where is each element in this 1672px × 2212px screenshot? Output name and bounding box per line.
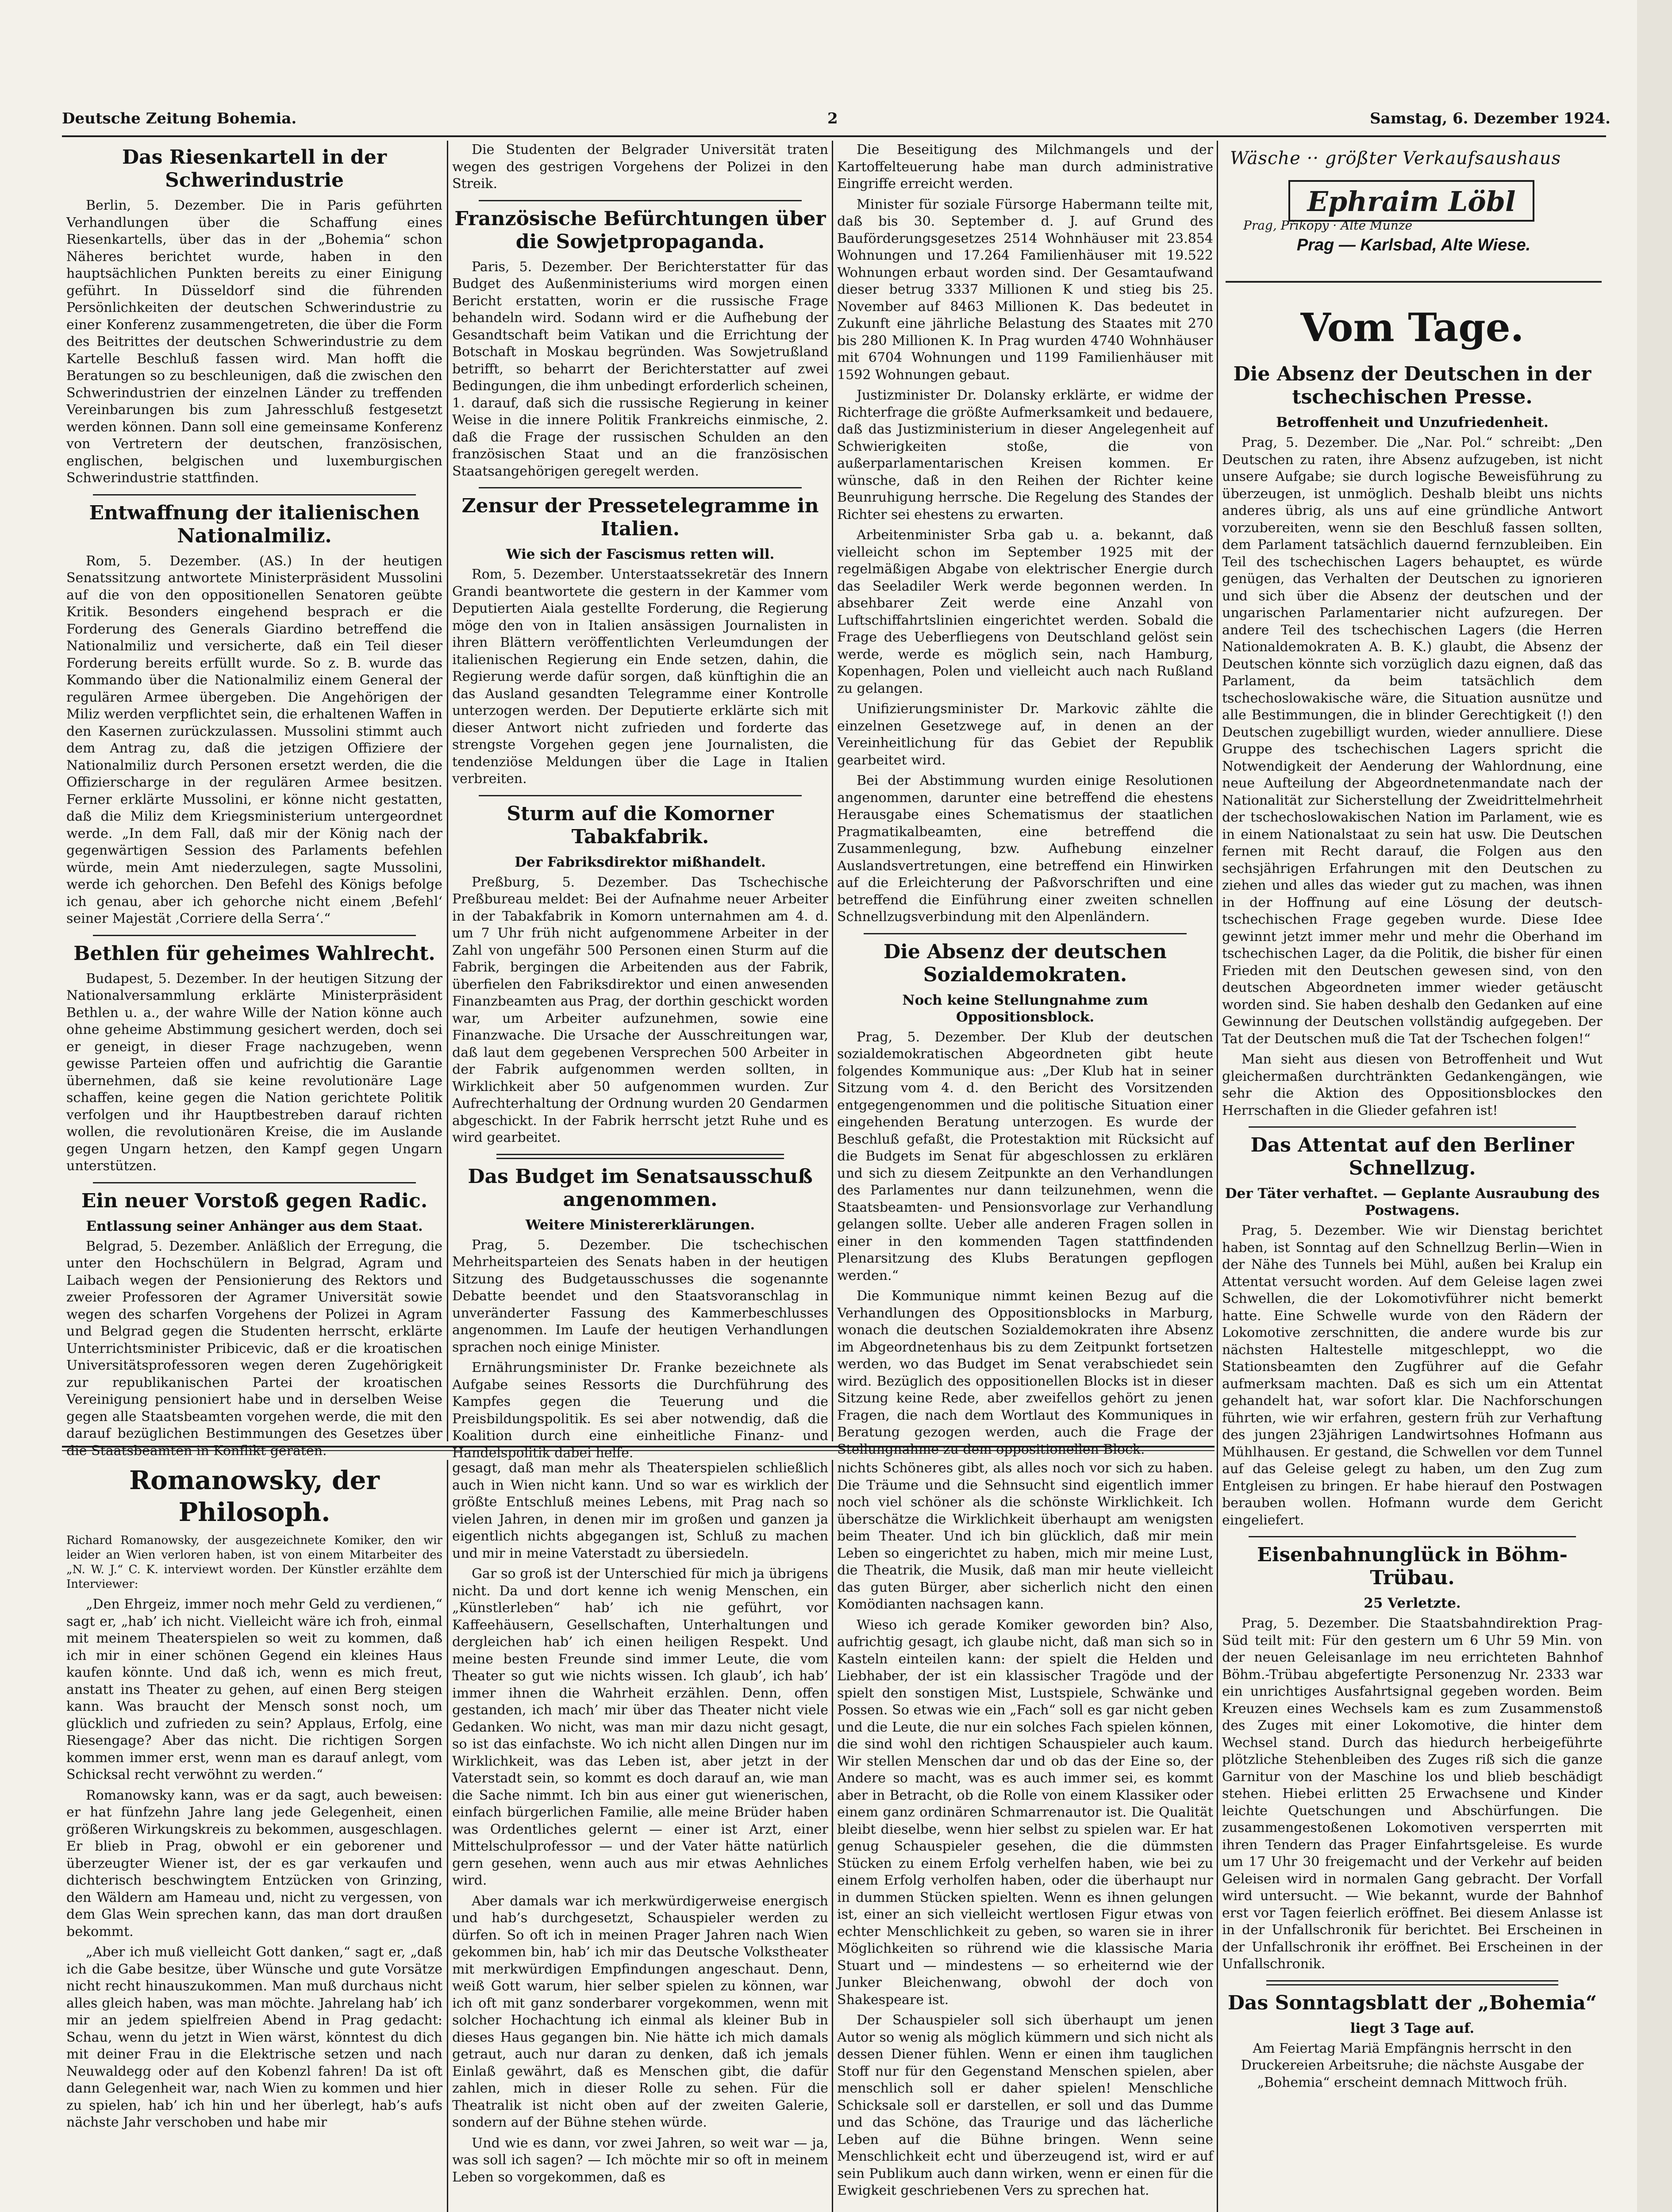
article-text: Man sieht aus diesen von Betroffenheit und Wut gleichermaßen durchtränkten Gedankengängen, wie sehr die Aktion des Oppositionsblockes den Herrschaften in die Glieder gefahren ist! <box>1222 1052 1603 1118</box>
header-date: Samstag, 6. Dezember 1924. <box>1370 110 1611 127</box>
header-page-number: 2 <box>827 110 838 127</box>
column-divider <box>832 141 833 1441</box>
separator <box>1249 1126 1576 1128</box>
section-title-vom-tage: Vom Tage. <box>1300 304 1524 350</box>
article-text: Die Kommunique nimmt keinen Bezug auf die Verhandlungen des Oppositionsblocks in Marburg, wonach die deutschen Sozialdemokraten ihre Absenz im Abgeordnetenhaus bis zu dem Zeitpunkt fortsetzen werden, wo das Budget im Senat verabschiedet sein wird. Bezüglich des oppositionellen Blocks ist in dieser Sitzung keine Rede, aber zweifellos gehört zu jenen Fragen, die nach dem Wortlaut des Kommuniques in Beratung gezogen werden, auch die Frage der Stellungnahme zu dem oppositionellen Block. <box>837 1288 1213 1457</box>
page-margin <box>1637 0 1672 2212</box>
article-text: Bei der Abstimmung wurden einige Resolutionen angenommen, darunter eine betreffend die ehestens Herausgabe eines Schematismus der staatlichen Pragmatikalbeamten, eine betreffend die Zusammenlegung, bzw. Aufhebung einzelner Auslandsvertretungen, eine betreffend ein Hinwirken auf die Erleichterung der Paßvorschriften und eine betreffend die Einführung einer zweiten schnellen Schnellzugsverbindung mit den Alpenländern. <box>837 773 1213 925</box>
feuilleton-intro: Richard Romanowsky, der ausgezeichnete Komiker, den wir leider an Wien verloren haben, ist von einem Mitarbeiter des „N. W. J.“ C. K. interviewt worden. Der Künstler erzählte dem Interviewer: <box>66 1534 442 1591</box>
feuilleton-text: „Aber ich muß vielleicht Gott danken,“ sagt er, „daß ich die Gabe besitze, über Wünsche und gute Vorsätze nicht recht hinauszukommen. Man muß durchaus nicht alles gleich haben, was man möchte. Jahrelang hab’ ich mir an jedem spielfreien Abend in Prag gedacht: Schau, wenn du jetzt in Wien wärst, könntest du dich mit deiner Frau in die Elektrische setzen und nach Neuwaldegg oder auf den Kobenzl fahren! Da ist oft dann Gelegenheit war, nach Wien zu kommen und hier zu spielen, hab’ ich hin und her überlegt, hab’s aufs nächste Jahr verschoben und habe mir <box>66 1944 442 2130</box>
column-3 <box>837 142 1213 1457</box>
subheadline: Der Fabriksdirektor mißhandelt. <box>515 854 766 870</box>
article-text: Rom, 5. Dezember. (AS.) In der heutigen Senatssitzung antwortete Ministerpräsident Mussolini auf die von den oppositionellen Senatoren geübte Kritik. Besonders eingehend besprach er die Forderung des Generals Giardino betreffend die Nationalmiliz und versicherte, daß ein Teil dieser Forderung bereits erfüllt wurde. So z. B. wurde das Kommando über die Nationalmiliz einem General der regulären Armee übergeben. Die Angehörigen der Miliz werden verpflichtet sein, die erhaltenen Waffen in den Kasernen zurückzulassen. Mussolini stimmt auch dem Antrag zu, daß die jetzigen Offiziere der Nationalmiliz durch Personen ersetzt werden, die die Offizierscharge in der regulären Armee besitzen. Ferner erklärte Mussolini, er könne nicht gestatten, daß die Miliz dem Kriegsministerium untergeordnet werde. „In dem Fall, daß mir der König nach der gegenwärtigen Session des Parlaments befehlen würde, mein Amt niederzulegen, sagte Mussolini, werde ich gehorchen. Den Befehl des Königs befolge ich genau, aber ich gehorche nicht einem ‚Befehl‘ seiner Majestät ‚Corriere della Serra‘.“ <box>66 553 442 926</box>
feuilleton-text: gesagt, daß man mehr als Theaterspielen schließlich auch in Wien nicht kann. Und so war es wirklich der größte Entschluß meines Lebens, mit Prag nach so vielen Jahren, in denen mir im großen und ganzen ja eigentlich nichts abgegangen ist, Schluß zu machen und mir in meine Vaterstadt zu übersiedeln. <box>452 1460 828 1561</box>
article-text: Am Feiertag Mariä Empfängnis herrscht in den Druckereien Arbeitsruhe; die nächste Ausgabe der „Bohemia“ erscheint demnach Mittwoch früh. <box>1241 2040 1584 2090</box>
separator <box>479 200 802 201</box>
article-text: Berlin, 5. Dezember. Die in Paris geführten Verhandlungen über die Schaffung eines Riesenkartells, über das in der „Bohemia“ schon Näheres berichtet wurde, haben in den hauptsächlichen Punkten bereits zu einer Einigung geführt. In Düsseldorf sind die führenden Persönlichkeiten der deutschen Schwerindustrie zu einer Konferenz zusammengetreten, die über die Form des Beitrittes der deutschen Schwerindustrie zu dem Kartelle Beschluß fassen wird. Man hofft die Beratungen so zu beschleunigen, daß die zwischen den Schwerindustrien der einzelnen Länder zu treffenden Vereinbarungen bis zum Jahresschluß festgesetzt werden können. Dann soll eine gemeinsame Konferenz von Vertretern der deutschen, französischen, englischen, belgischen und luxemburgischen Schwerindustrie stattfinden. <box>66 198 442 486</box>
separator <box>93 1182 416 1183</box>
article-text: Budapest, 5. Dezember. In der heutigen Sitzung der Nationalversammlung erklärte Ministerpräsident Bethlen u. a., der wahre Wille der Nation könne auch ohne geheime Abstimmung gesichert werden, doch sei er geneigt, in dieser Frage nachzugeben, wenn gewisse Parteien offen und aufrichtig die Garantie übernehmen, daß sie keine revolutionäre Lage schaffen, keine gegen die Nation gerichtete Politik verfolgen und ihr Hauptbestreben darauf richten wollen, die revolutionären Kreise, die im Auslande gegen Ungarn hetzen, den Kampf gegen Ungarn unterstützen. <box>66 971 442 1174</box>
subheadline: liegt 3 Tage auf. <box>1350 2020 1475 2036</box>
feuilleton-title: Romanowsky, der Philosoph. <box>129 1465 380 1527</box>
headline-tabakfabrik: Sturm auf die Komorner Tabakfabrik. <box>507 802 774 848</box>
column-4 <box>1222 288 1603 2212</box>
article-text: Prag, 5. Dezember. Der Klub der deutschen sozialdemokratischen Abgeordneten gibt heute folgendes Kommunique aus: „Der Klub hat in seiner Sitzung vom 4. d. den Bericht des Vorsitzenden entgegengenommen und die politische Situation einer eingehenden Beratung unterzogen. Es wurde der Beschluß gefaßt, die Protestaktion mit Rücksicht auf die Budgets im Senat für abgeschlossen zu erklären und sich zu diesem Zeitpunkte an den Verhandlungen des Parlamentes nur dann teilzunehmen, wenn die Staatsbeamten- und Pensionsvorlage zur Verhandlung gelangen sollte. Ueber alle anderen Fragen sollen in einer in den kommenden Tagen stattfindenden Plenarsitzung des Klubs Beratungen gepflogen werden.“ <box>837 1029 1213 1283</box>
feuilleton-text: Wieso ich gerade Komiker geworden bin? Also, aufrichtig gesagt, ich glaube nicht, daß man sich so in Kasteln einteilen kann: der spielt die Helden und Liebhaber, der ist ein klassischer Tragöde und der spielt den sonstigen Mist, Lustspiele, Schwänke und Possen. So etwas wie ein „Fach“ soll es gar nicht geben und die Leute, die nur ein solches Fach spielen können, die sind wohl den richtigen Schauspieler auch kaum. Wir stellen Menschen dar und ob das der Eine so, der Andere so macht, was es auch immer sei, es kommt aber in Betracht, ob die Rolle von einem Klassiker oder einem ganz ordinären Schmarrenautor ist. Die Qualität bleibt dieselbe, wenn hier selbst zu spielen war. Er hat genug Schauspieler gesehen, die die dümmsten Stücken zu einem Erfolg verhelfen haben, wie bei zu einem Erfolg verholfen haben, oder die überhaupt nur in dummen Stücken spielten. Wenn es ihnen gelungen ist, einer an sich vielleicht wertlosen Figur etwas von echter Menschlichkeit zu geben, so waren sie in ihrer Möglichkeiten so rührend wie die klassische Maria Stuart und — mindestens — so erheiternd wie der Junker Bleichenwang, obwohl der doch von Shakespeare ist. <box>837 1617 1213 2008</box>
article-text: Belgrad, 5. Dezember. Anläßlich der Erregung, die unter den Hochschülern in Belgrad, Agram und Laibach wegen der Pensionierung des Rektors und zweier Professoren der Agramer Universität sowie wegen des scharfen Vorgehens der Polizei in Agram und Belgrad gegen die Studenten herrscht, erklärte Unterrichtsminister Pribicevic, daß er die kroatischen Universitätsprofessoren wegen deren Zugehörigkeit zur republikanischen Partei der kroatischen Vereinigung pensioniert habe und in derselben Weise gegen alle Staatsbeamten vorgehen werde, die mit den darauf bezüglichen Bestimmungen des Gesetzes über die Staatsbeamten in Konflikt geraten. <box>66 1238 442 1459</box>
article-text: Justizminister Dr. Dolansky erklärte, er widme der Richterfrage die größte Aufmerksamkeit und bedauere, daß das Justizministerium in dieser Angelegenheit auf Schwierigkeiten stoße, die von außerparlamentarischen Kreisen kommen. Er wünsche, daß in den Reihen der Richter keine Beunruhigung herrsche. Die Regelung des Standes der Richter sei ehestens zu erwarten. <box>837 388 1213 522</box>
article-text: Die Beseitigung des Milchmangels und der Kartoffelteuerung habe man durch administrative Eingriffe erreicht werden. <box>837 142 1213 192</box>
feuilleton-text: „Den Ehrgeiz, immer noch mehr Geld zu verdienen,“ sagt er, „hab’ ich nicht. Vielleicht wäre ich froh, einmal mit meinem Theaterspielen so weit zu kommen, daß ich mir in einer schönen Gegend ein kleines Haus kaufen könnte. Und daß ich, wenn es mich freut, anstatt ins Theater zu gehen, auf einen Berg steigen kann. Was braucht der Mensch sonst noch, um glücklich und zufrieden zu sein? Applaus, Erfolg, eine Riesengage? Aber das nicht. Die richtigen Sorgen kommen immer erst, wenn man es darauf anlegt, vom Schicksal recht verwöhnt zu werden.“ <box>66 1597 442 1782</box>
headline-riesenkartell: Das Riesenkartell in der Schwerindustrie <box>122 146 387 192</box>
headline-budget: Das Budget im Senatsausschuß angenommen. <box>468 1165 813 1211</box>
separator <box>93 935 416 936</box>
feuilleton-text: Der Schauspieler soll sich überhaupt um jenen Autor so wenig als möglich kümmern und sich nicht als dessen Diener fühlen. Wenn er einen ihm tauglichen Stoff nur für den Gegenstand Menschen spielen, aber menschlich soll er daher spielen! Menschliche Schicksale soll er darstellen, er soll und das Dumme und das Schöne, das Traurige und das lächerliche Leben auf die Bühne bringen. Wenn seine Menschlichkeit echt und überzeugend ist, wird er auf sein Publikum auch dann wirken, wenn er einen für die Ewigkeit geschriebenen Vers zu sprechen hat. <box>837 2012 1213 2198</box>
separator <box>496 1154 784 1159</box>
subheadline: Entlassung seiner Anhänger aus dem Staat. <box>86 1218 423 1234</box>
separator <box>864 933 1187 934</box>
feuilleton-column-3 <box>837 1460 1213 2212</box>
feuilleton-text: Aber damals war ich merkwürdigerweise energisch und hab’s durchgesetzt, Schauspieler werden zu dürfen. So oft ich in meinen Prager Jahren nach Wien gekommen bin, hab’ ich mir das Deutsche Volkstheater mit merkwürdigen Empfindungen angeschaut. Denn, weiß Gott warum, hier selber spielen zu können, war ich oft mit ganz sonderbarer vorgekommen, wenn mit solcher Hochachtung ich einmal als kleiner Bub in dieses Haus gegangen bin. Nie hätte ich mich damals getraut, auch nur daran zu denken, daß ich jemals Einlaß gewährt, daß es Menschen gibt, die dafür zahlen, mich in dieser Rolle zu sehen. Für die Theatralik ist nicht oben auf der zweiten Galerie, sondern auf der Bühne stehen würde. <box>452 1893 828 2130</box>
column-2 <box>452 142 828 1461</box>
headline-sowjetpropaganda: Französische Befürchtungen über die Sowjetpropaganda. <box>454 207 826 253</box>
article-text: Die Studenten der Belgrader Universität traten wegen des gestrigen Vorgehens der Polizei in den Streik. <box>452 142 828 192</box>
article-text: Prag, 5. Dezember. Die Staatsbahndirektion Prag-Süd teilt mit: Für den gestern um 6 Uhr 59 Min. von der neuen Geleisanlage im neu errichteten Bahnhof Böhm.-Trübau abgefertigte Personenzug Nr. 2333 war ein unrichtiges Ausfahrtsignal gegeben worden. Beim Kreuzen eines Wechsels kam es zum Zusammenstoß des Zuges mit einer Lokomotive, die hinter dem Wechsel stand. Durch das hiedurch herbeigeführte plötzliche Stehenbleiben des Zuges riß sich die ganze Garnitur von der Maschine los und blieb beschädigt stehen. Hiebei erlitten 25 Erwachsene und Kinder leichte Quetschungen und Abschürfungen. Die zusammengestoßenen Lokomotiven versperrten mit ihren Tendern das Prager Einfahrtsgeleise. Es wurde um 17 Uhr 30 freigemacht und der Verkehr auf beiden Geleisen wird in normalen Gang gebracht. Der Vorfall wird untersucht. — Wie bekannt, wurde der Bahnhof erst vor Tagen feierlich eröffnet. Bei diesem Anlasse ist in der Unfallschronik für berichtet. Bei Erscheinen in der Unfallschronik ihr eröffnet. Bei Erscheinen in der Unfallschronik. <box>1222 1616 1603 1972</box>
feuilleton-column-1 <box>66 1460 442 2212</box>
column-1 <box>66 142 442 1459</box>
running-header <box>62 107 1611 134</box>
column-divider <box>447 141 448 1441</box>
ad-script-line: Wäsche ·· größter Verkaufsaushaus <box>1230 148 1561 169</box>
header-newspaper-name: Deutsche Zeitung Bohemia. <box>62 110 297 127</box>
article-text: Prag, 5. Dezember. Wie wir Dienstag berichtet haben, ist Sonntag auf den Schnellzug Berlin—Wien in der Nähe des Tunnels bei Mühl, außen bei Kralup ein Attentat versucht worden. Auf dem Geleise lagen zwei Schwellen, die der Lokomotivführer nicht bemerkt hatte. Eine Schwelle wurde von den Rädern der Lokomotive zerschnitten, die andere wurde bis zur nächsten Haltestelle mitgeschleppt, wo die Stationsbeamten den Zugführer auf die Gefahr aufmerksam machten. Daß es sich um ein Attentat gehandelt hat, war sofort klar. Die Nachforschungen führten, wie wir erfahren, gestern früh zur Verhaftung des jungen 23jährigen Landwirtsohnes Hofmann aus Mühlhausen. Er gestand, die Schwellen vor dem Tunnel auf das Geleise gelegt zu haben, um den Zug zum Entgleisen zu bringen. Er habe hierauf den Postwagen berauben wollen. Hofmann wurde dem Gericht eingeliefert. <box>1222 1223 1603 1528</box>
feuilleton-text: Gar so groß ist der Unterschied für mich ja übrigens nicht. Da und dort kenne ich wenig Menschen, ein „Künstlerleben“ hab’ ich nie geführt, vor Kaffeehäusern, Gesellschaften, Unterhaltungen und dergleichen hab’ ich einen heiligen Respekt. Und meine besten Freunde sind immer Leute, die vom Theater so gut wie nichts wissen. Ich glaub’, ich hab’ immer ihnen die Wahrheit erzählen. Denn, offen gestanden, ich mach’ mir über das Theater nicht viele Gedanken. Wo nicht, was man mir dazu nicht gesagt, so ist das einfachste. Wo ich nicht allen Dingen nur im Wirklichkeit, was das Leben ist, aber jetzt in der Vaterstadt sein, so kommt es doch darauf an, wie man die Sache nimmt. Ich bin aus einer gut wienerischen, einfach bürgerlichen Familie, alle meine Brüder haben was Ordentliches gelernt — einer ist Arzt, einer Mittelschulprofessor — und der Vater hätte natürlich gern gesehen, wenn auch aus mir etwas Aehnliches wird. <box>452 1566 828 1888</box>
ad-city-line: Prag — Karlsbad, Alte Wiese. <box>1296 236 1531 254</box>
separator <box>479 487 802 488</box>
feuilleton-text: Romanowsky kann, was er da sagt, auch beweisen: er hat fünfzehn Jahre lang jede Gelegenheit, einen größeren Wirkungskreis zu bekommen, ausgeschlagen. Er blieb in Prag, obwohl er ein geborener und überzeugter Wiener ist, der es gar verkaufen und dichterisch beschwingtem Entzücken von Grinzing, den Wäldern am Hameau und, nicht zu vergessen, von dem Glas Wein sprechen kann, das man dort draußen bekommt. <box>66 1787 442 1939</box>
subheadline: Der Täter verhaftet. — Geplante Ausraubung des Postwagens. <box>1225 1186 1600 1218</box>
article-text: Prag, 5. Dezember. Die „Nar. Pol.“ schreibt: „Den Deutschen zu raten, ihre Absenz aufzugeben, ist nicht unsere Aufgabe; sie durch logische Beweisführung zu überzeugen, ist unmöglich. Deshalb bleibt uns nichts anderes übrig, als uns auf eine gründliche Antwort vorzubereiten, wenn sie den Beschluß fassen sollten, dem Parlament tatsächlich dauernd fernzubleiben. Ein Teil des tschechischen Lagers behauptet, es würde genügen, das Verhalten der Deutschen zu ignorieren und sich über die Absenz der deutschen und der ungarischen Parlamentarier nicht aufzuregen. Der andere Teil des tschechischen Lagers (die Herren Nationaldemokraten A. B. K.) glaubt, die Absenz der Deutschen könnte sich vorzüglich dazu eignen, daß das Parlament, da beim tatsächlich dem tschechoslowakische wäre, die Situation ausnütze und alle Bestimmungen, die in blinder Gerechtigkeit (!) den Deutschen zugebilligt wurden, wieder annulliere. Diese Gruppe des tschechischen Lagers spricht die Notwendigkeit der Aenderung der Wahlordnung, eine neue Aufteilung der Abgeordnetenmandate nach der Nationalität zur Sicherstellung der Zweidrittelmehrheit der tschechoslowakischen Nation im Parlament, wie es in einem Nationalstaat zu sein hat usw. Die Deutschen fernen mit Recht darauf, die Folgen aus den sechsjährigen Erfahrungen mit den Deutschen zu ziehen und alles das wieder gut zu machen, was ihnen in der Hoffnung auf eine Lösung der deutsch-tschechischen Frage gegeben wurde. Diese Idee gewinnt jetzt immer mehr und mehr die Oberhand im tschechischen Lager, da die Politik, die bisher für einen Frieden mit den Deutschen gewesen sind, von den deutschen Abgeordneten immer wieder getäuscht worden sind. Sie haben deshalb den Gedanken auf eine Gewinnung der Deutschen vollständig aufgegeben. Der Tat der Deutschen muß die Tat der Tschechen folgen!“ <box>1222 435 1603 1047</box>
feuilleton-text: nichts Schöneres gibt, als alles noch vor sich zu haben. Die Träume und die Sehnsucht sind eigentlich immer noch viel schöner als die schönste Wirklichkeit. Ich überschätze die Wirklichkeit überhaupt am wenigsten beim Theater. Und ich bin glücklich, daß mir mein Leben so eingerichtet zu haben, mich mir meine Lust, die Theatrik, die Musik, daß man mir heute vielleicht das guten Bürger, aber sicherlich nicht den einen Komödianten nachsagen kann. <box>837 1460 1213 1612</box>
header-rule <box>62 135 1606 137</box>
ad-logo-text: Ephraim Löbl <box>1307 185 1516 218</box>
subheadline: Betroffenheit und Unzufriedenheit. <box>1276 415 1549 430</box>
separator <box>1249 1536 1576 1537</box>
column-divider <box>447 1460 448 2212</box>
headline-nationalmiliz: Entwaffnung der italienischen Nationalmiliz. <box>89 501 420 547</box>
article-text: Minister für soziale Fürsorge Habermann teilte mit, daß bis 30. September d. J. auf Grund des Bauförderungsgesetzes 2514 Wohnhäuser mit 23.854 Wohnungen und 17.264 Familienhäuser mit 19.522 Wohnungen erbaut worden sind. Der Gesamtaufwand dieser betrug 3337 Millionen K und stieg bis 25. November auf 8463 Millionen K. Das bedeutet in Zukunft eine jährliche Belastung des Staates mit 270 bis 280 Millionen K. In Prag wurden 4740 Wohnhäuser mit 6704 Wohnungen und 1199 Familienhäuser mit 1592 Wohnungen gebaut. <box>837 196 1213 383</box>
headline-absenz-presse: Die Absenz der Deutschen in der tschechischen Presse. <box>1233 363 1591 408</box>
feuilleton-column-2 <box>452 1460 828 2212</box>
subheadline: Weitere Ministererklärungen. <box>525 1217 755 1233</box>
separator <box>93 494 416 495</box>
advertisement-ephraim-loebl <box>1226 148 1602 283</box>
column-divider <box>1217 141 1218 2212</box>
separator <box>1266 1980 1558 1985</box>
headline-absenz-sozialdemokraten: Die Absenz der deutschen Sozialdemokraten. <box>883 940 1167 986</box>
subheadline: 25 Verletzte. <box>1364 1595 1461 1611</box>
feuilleton-text: Und wie es dann, vor zwei Jahren, so weit war — ja, was soll ich sagen? — Ich möchte mir so oft in meinem Leben so vorgekommen, daß es <box>452 2135 828 2185</box>
headline-zensur: Zensur der Pressetelegramme in Italien. <box>461 495 819 540</box>
article-text: Arbeitenminister Srba gab u. a. bekannt, daß vielleicht schon im September 1925 mit der regelmäßigen Abgabe von elektrischer Energie durch das Seeladiler Werk werde begonnen werden. In absehbarer Zeit werde eine Anzahl von Luftschiffahrtslinien eingerichtet werden. Sobald die Frage des Ueberfliegens von Deutschland gelöst sein werde, werde es möglich sein, nach Hamburg, Kopenhagen, Polen und vielleicht auch nach Rußland zu gelangen. <box>837 527 1213 696</box>
headline-eisenbahnunglueck: Eisenbahnunglück in Böhm-Trübau. <box>1257 1544 1568 1589</box>
headline-radic: Ein neuer Vorstoß gegen Radic. <box>81 1189 428 1212</box>
article-text: Prag, 5. Dezember. Die tschechischen Mehrheitsparteien des Senats haben in der heutigen Sitzung des Budgetausschusses die sogenannte Debatte beendet und den Staatsvoranschlag in unveränderter Fassung des Kammerbeschlusses angenommen. Im Laufe der heutigen Verhandlungen sprachen noch einige Minister. <box>452 1237 828 1355</box>
headline-attentat: Das Attentat auf den Berliner Schnellzug. <box>1250 1134 1574 1179</box>
ad-script-sub: Prag, Přikopy · Alte Münze <box>1243 218 1413 233</box>
headline-bethlen: Bethlen für geheimes Wahlrecht. <box>73 942 435 965</box>
article-text: Paris, 5. Dezember. Der Berichterstatter für das Budget des Außenministeriums wird morgen einen Bericht erstatten, worin er die russische Frage behandeln wird. Sodann wird er die Aufhebung der Gesandtschaft beim Vatikan und die Errichtung der Botschaft in Moskau begründen. Was Sowjetrußland betrifft, so beharrt der Berichterstatter auf zwei Bedingungen, die ihm unbedingt erforderlich scheinen, 1. darauf, daß sich die russische Regierung in keiner Weise in die innere Politik Frankreichs einmische, 2. daß die Frage der russischen Schulden an den französischen Staat und an die französischen Staatsangehörigen geregelt werden. <box>452 259 828 479</box>
article-text: Rom, 5. Dezember. Unterstaatssekretär des Innern Grandi beantwortete die gestern in der Kammer vom Deputierten Aiala gestellte Forderung, die Regierung möge den von in Italien ansässigen Journalisten in ihren Blättern veröffentlichten Verleumdungen der italienischen Regierung ein Ende setzen, dahin, die Regierung werde dafür sorgen, daß künftighin die an das Ausland gesandten Telegramme einer Kontrolle unterzogen werden. Der Deputierte erklärte sich mit dieser Antwort nicht zufrieden und forderte das strengste Vorgehen gegen jene Journalisten, die tendenziöse Meldungen über die Lage in Italien verbreiten. <box>452 567 828 787</box>
column-divider <box>832 1460 833 2212</box>
subheadline: Noch keine Stellungnahme zum Oppositionsblock. <box>902 992 1148 1025</box>
article-text: Preßburg, 5. Dezember. Das Tschechische Preßbureau meldet: Bei der Aufnahme neuer Arbeiter in der Tabakfabrik in Komorn unternahmen am 4. d. um 7 Uhr früh nicht aufgenommene Arbeiter in der Zahl von ungefähr 500 Personen einen Sturm auf die Fabrik, bergingen die Arbeitenden aus der Fabrik, überfielen den Fabriksdirektor und einen anwesenden Finanzbeamten aus Prag, der dorthin geschickt worden war, um Arbeiter aufzunehmen, sowie eine Finanzwache. Die Ursache der Ausschreitungen war, daß laut dem gegebenen Versprechen 500 Arbeiter in der Fabrik aufgenommen werden sollten, in Wirklichkeit aber 50 aufgenommen wurden. Zur Aufrechterhaltung der Ordnung wurden 20 Gendarmen abgeschickt. In der Fabrik herrscht jetzt Ruhe und es wird gearbeitet. <box>452 874 828 1145</box>
subheadline: Wie sich der Fascismus retten will. <box>506 546 775 562</box>
article-text: Unifizierungsminister Dr. Markovic zählte die einzelnen Gesetzwege auf, in denen an der Vereinheitlichung für das Gebiet der Republik gearbeitet wird. <box>837 701 1213 768</box>
headline-sonntagsblatt: Das Sonntagsblatt der „Bohemia“ <box>1227 1991 1597 2014</box>
article-text: Ernährungsminister Dr. Franke bezeichnete als Aufgabe seines Ressorts die Durchführung des Kampfes gegen die Teuerung und die Preisbildungspolitik. Es sei aber notwendig, daß die Koalition durch eine einheitliche Finanz- und Handelspolitik dabei helfe. <box>452 1360 828 1461</box>
separator <box>479 795 802 796</box>
